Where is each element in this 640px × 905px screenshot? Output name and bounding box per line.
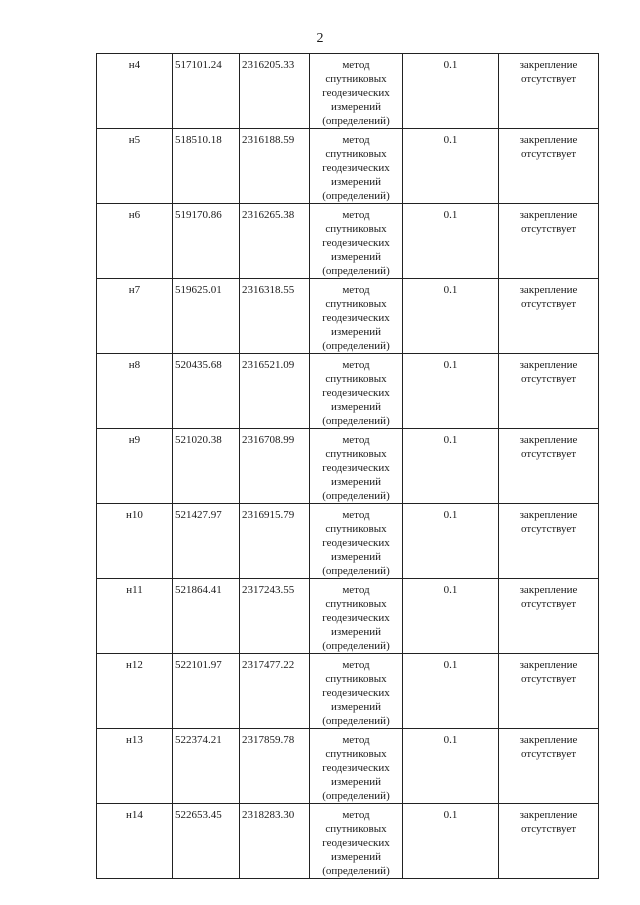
x-coordinate-cell: 522653.45 <box>173 804 240 879</box>
y-coordinate-cell: 2316318.55 <box>240 279 310 354</box>
method-text-line: геодезических <box>322 162 390 174</box>
method-text-line: измерений <box>331 251 381 263</box>
point-name-cell: н11 <box>97 579 173 654</box>
method-text-line: метод <box>342 134 370 146</box>
accuracy-cell: 0.1 <box>403 729 499 804</box>
y-coordinate-cell: 2317477.22 <box>240 654 310 729</box>
method-text-line: геодезических <box>322 687 390 699</box>
table-row <box>97 804 599 879</box>
x-coordinate-cell: 521427.97 <box>173 504 240 579</box>
method-text-line: геодезических <box>322 837 390 849</box>
method-text-line: геодезических <box>322 87 390 99</box>
x-coordinate-cell: 522101.97 <box>173 654 240 729</box>
accuracy-cell: 0.1 <box>403 204 499 279</box>
point-name-cell: н8 <box>97 354 173 429</box>
accuracy-cell: 0.1 <box>403 579 499 654</box>
fixing-text-line: отсутствует <box>520 523 577 535</box>
point-name-cell: н6 <box>97 204 173 279</box>
x-coordinate-cell: 518510.18 <box>173 129 240 204</box>
method-text-line: (определений) <box>322 415 390 427</box>
accuracy-cell: 0.1 <box>403 129 499 204</box>
method-cell <box>310 579 403 654</box>
method-text-line: метод <box>342 359 370 371</box>
x-coordinate-cell: 521020.38 <box>173 429 240 504</box>
fixing-text-line: закрепление <box>519 659 578 671</box>
point-name-cell: н12 <box>97 654 173 729</box>
method-text-line: спутниковых <box>325 523 387 535</box>
method-text-line: метод <box>342 59 370 71</box>
method-text-line: метод <box>342 284 370 296</box>
y-coordinate-cell: 2316205.33 <box>240 54 310 129</box>
method-text-line: спутниковых <box>325 148 387 160</box>
method-text-line: метод <box>342 584 370 596</box>
method-text-line: измерений <box>331 776 381 788</box>
accuracy-cell: 0.1 <box>403 654 499 729</box>
x-coordinate-cell: 522374.21 <box>173 729 240 804</box>
method-text-line: геодезических <box>322 612 390 624</box>
fixing-cell <box>499 204 599 279</box>
fixing-cell <box>499 54 599 129</box>
method-text-line: геодезических <box>322 762 390 774</box>
method-text-line: измерений <box>331 176 381 188</box>
accuracy-cell: 0.1 <box>403 804 499 879</box>
fixing-text-line: закрепление <box>519 134 578 146</box>
fixing-text-line: отсутствует <box>520 823 577 835</box>
method-text-line: спутниковых <box>325 298 387 310</box>
method-text-line: геодезических <box>322 312 390 324</box>
y-coordinate-cell: 2316915.79 <box>240 504 310 579</box>
method-text-line: спутниковых <box>325 373 387 385</box>
x-coordinate-cell: 519170.86 <box>173 204 240 279</box>
fixing-text-line: закрепление <box>519 434 578 446</box>
accuracy-cell: 0.1 <box>403 504 499 579</box>
fixing-text-line: отсутствует <box>520 673 577 685</box>
fixing-text-line: отсутствует <box>520 298 577 310</box>
accuracy-cell: 0.1 <box>403 54 499 129</box>
table-row <box>97 504 599 579</box>
fixing-text-line: закрепление <box>519 809 578 821</box>
point-name-cell: н10 <box>97 504 173 579</box>
point-name-cell: н14 <box>97 804 173 879</box>
table-row <box>97 429 599 504</box>
method-cell <box>310 504 403 579</box>
page-number: 2 <box>316 31 324 46</box>
method-text-line: (определений) <box>322 715 390 727</box>
table-row <box>97 129 599 204</box>
method-text-line: измерений <box>331 701 381 713</box>
method-text-line: измерений <box>331 626 381 638</box>
accuracy-cell: 0.1 <box>403 429 499 504</box>
method-text-line: измерений <box>331 326 381 338</box>
fixing-cell <box>499 429 599 504</box>
y-coordinate-cell: 2317243.55 <box>240 579 310 654</box>
method-text-line: метод <box>342 734 370 746</box>
y-coordinate-cell: 2318283.30 <box>240 804 310 879</box>
point-name-cell: н4 <box>97 54 173 129</box>
method-text-line: метод <box>342 809 370 821</box>
table-row <box>97 54 599 129</box>
fixing-text-line: отсутствует <box>520 148 577 160</box>
method-text-line: метод <box>342 509 370 521</box>
x-coordinate-cell: 520435.68 <box>173 354 240 429</box>
y-coordinate-cell: 2316265.38 <box>240 204 310 279</box>
point-name-cell: н7 <box>97 279 173 354</box>
method-text-line: спутниковых <box>325 448 387 460</box>
method-text-line: (определений) <box>322 490 390 502</box>
method-cell <box>310 354 403 429</box>
table-row <box>97 204 599 279</box>
method-cell <box>310 129 403 204</box>
method-text-line: (определений) <box>322 790 390 802</box>
fixing-text-line: закрепление <box>519 59 578 71</box>
method-text-line: (определений) <box>322 565 390 577</box>
fixing-cell <box>499 504 599 579</box>
fixing-cell <box>499 129 599 204</box>
method-text-line: (определений) <box>322 865 390 877</box>
coordinates-table-body <box>97 54 599 879</box>
method-cell <box>310 204 403 279</box>
x-coordinate-cell: 519625.01 <box>173 279 240 354</box>
method-text-line: (определений) <box>322 265 390 277</box>
method-text-line: (определений) <box>322 340 390 352</box>
method-text-line: спутниковых <box>325 73 387 85</box>
table-row <box>97 729 599 804</box>
table-row <box>97 354 599 429</box>
method-text-line: метод <box>342 434 370 446</box>
fixing-text-line: закрепление <box>519 509 578 521</box>
method-text-line: спутниковых <box>325 823 387 835</box>
table-row <box>97 654 599 729</box>
point-name-cell: н9 <box>97 429 173 504</box>
method-text-line: (определений) <box>322 640 390 652</box>
table-row <box>97 279 599 354</box>
method-cell <box>310 804 403 879</box>
method-text-line: спутниковых <box>325 598 387 610</box>
fixing-cell <box>499 729 599 804</box>
method-text-line: измерений <box>331 851 381 863</box>
fixing-cell <box>499 279 599 354</box>
y-coordinate-cell: 2316188.59 <box>240 129 310 204</box>
fixing-text-line: закрепление <box>519 284 578 296</box>
accuracy-cell: 0.1 <box>403 354 499 429</box>
method-text-line: измерений <box>331 551 381 563</box>
method-text-line: геодезических <box>322 387 390 399</box>
fixing-text-line: отсутствует <box>520 748 577 760</box>
method-cell <box>310 54 403 129</box>
fixing-text-line: закрепление <box>519 734 578 746</box>
method-text-line: измерений <box>331 401 381 413</box>
x-coordinate-cell: 517101.24 <box>173 54 240 129</box>
y-coordinate-cell: 2317859.78 <box>240 729 310 804</box>
fixing-text-line: отсутствует <box>520 373 577 385</box>
fixing-text-line: отсутствует <box>520 448 577 460</box>
accuracy-cell: 0.1 <box>403 279 499 354</box>
method-cell <box>310 279 403 354</box>
fixing-text-line: закрепление <box>519 359 578 371</box>
fixing-text-line: отсутствует <box>520 598 577 610</box>
method-cell <box>310 429 403 504</box>
point-name-cell: н13 <box>97 729 173 804</box>
method-text-line: измерений <box>331 101 381 113</box>
fixing-text-line: отсутствует <box>520 73 577 85</box>
method-text-line: (определений) <box>322 190 390 202</box>
fixing-text-line: отсутствует <box>520 223 577 235</box>
method-text-line: метод <box>342 659 370 671</box>
method-text-line: спутниковых <box>325 223 387 235</box>
method-cell <box>310 729 403 804</box>
method-text-line: спутниковых <box>325 673 387 685</box>
table-row <box>97 579 599 654</box>
fixing-text-line: закрепление <box>519 209 578 221</box>
fixing-text-line: закрепление <box>519 584 578 596</box>
method-text-line: спутниковых <box>325 748 387 760</box>
y-coordinate-cell: 2316708.99 <box>240 429 310 504</box>
method-text-line: геодезических <box>322 462 390 474</box>
method-text-line: (определений) <box>322 115 390 127</box>
fixing-cell <box>499 354 599 429</box>
method-cell <box>310 654 403 729</box>
fixing-cell <box>499 579 599 654</box>
x-coordinate-cell: 521864.41 <box>173 579 240 654</box>
method-text-line: геодезических <box>322 537 390 549</box>
method-text-line: геодезических <box>322 237 390 249</box>
y-coordinate-cell: 2316521.09 <box>240 354 310 429</box>
coordinates-table <box>96 53 599 879</box>
fixing-cell <box>499 804 599 879</box>
method-text-line: измерений <box>331 476 381 488</box>
point-name-cell: н5 <box>97 129 173 204</box>
method-text-line: метод <box>342 209 370 221</box>
fixing-cell <box>499 654 599 729</box>
